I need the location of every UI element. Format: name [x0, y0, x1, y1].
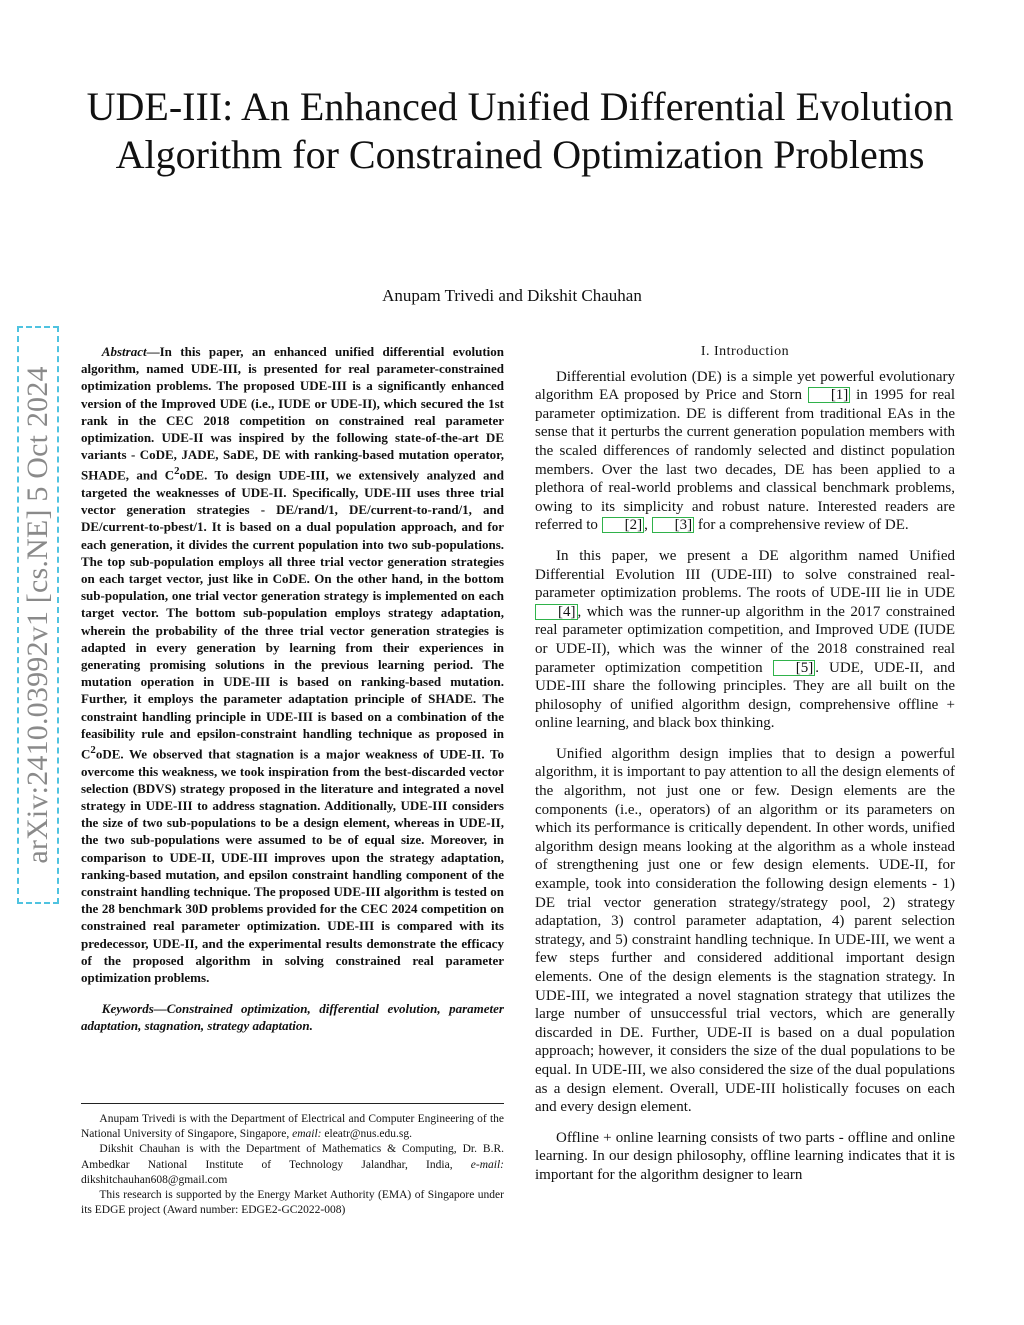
- citation-4[interactable]: [4]: [535, 604, 578, 620]
- footnote-2-text: Dikshit Chauhan is with the Department of Mathematics & Computing, Dr. B.R. Ambedkar National Institute of Technology Jalandhar, India,: [81, 1143, 504, 1171]
- right-column: [535, 343, 955, 1197]
- intro-p1-text-a: Differential evolution (DE) is a simple yet powerful evolutionary algorithm EA proposed by Price and Storn: [535, 368, 955, 404]
- keywords-text: Constrained optimization, differential evolution, parameter adaptation, stagnation, strategy adaptation.: [81, 1001, 504, 1034]
- intro-p2-text-a: In this paper, we present a DE algorithm named Unified Differential Evolution III (UDE-III) to solve constrained real-parameter optimization problems. The roots of UDE-III lie in UDE: [535, 547, 955, 602]
- intro-paragraph-4: Offline + online learning consists of two parts - offline and online learning. In our design philosophy, offline learning indicates that it is important for the algorithm designer to learn: [535, 1129, 955, 1183]
- intro-p2-text-c: . UDE, UDE-II, and UDE-III share the following principles. They are all built on the philosophy of unified algorithm design, comprehensive offline + online learning, and black box thinking.: [535, 659, 956, 732]
- footnote-2-email-label: e-mail:: [470, 1158, 505, 1171]
- abstract-superscript-1: 2: [174, 465, 180, 478]
- abstract: [81, 343, 504, 986]
- intro-p1-text-b: in 1995 for real parameter optimization. DE is different from traditional EAs in the sense that it perturbs the current generation population members with the scaled differences of randomly selected and distinct population members. Over the last two decades, DE has been applied to a plethora of real-world problems and classical benchmark problems, owing to its simplicity and robust nature. Interested readers are referred to: [535, 387, 956, 534]
- abstract-dash: —: [146, 344, 160, 359]
- section-heading-introduction: I. Introduction: [700, 344, 790, 359]
- arxiv-identifier[interactable]: arXiv:2410.03992v1 [cs.NE] 5 Oct 2024: [21, 366, 54, 864]
- footnote-2-email[interactable]: dikshitchauhan608@gmail.com: [81, 1173, 228, 1186]
- abstract-label: Abstract: [101, 344, 147, 359]
- footnote-1-email-label: email:: [292, 1128, 322, 1141]
- citation-3[interactable]: [3]: [652, 517, 695, 533]
- keywords: [81, 1000, 504, 1034]
- abstract-text-2: oDE. To design UDE-III, we extensively analyzed and targeted the weaknesses of UDE-II. Specifically, UDE-III uses three trial vector generation strategies - DE/rand/1, DE/current-to-rand/1, and DE/current-to-pbest/1. It is based on a dual population approach, and for each generation, it divides the current population into two sub-populations. The top sub-population employs all three trial vector generation strategies on each target vector, just like in CoDE. On the other hand, in the bottom sub-population, one trial vector generation strategy is implemented on each target vector. The bottom sub-population employs strategy adaptation, wherein the probability of the three trial vector generation strategies is adapted in every generation by learning from their experiences in generating promising solutions in the previous learning period. The mutation operation in UDE-III is based on ranking-based mutation. Further, it employs the parameter adaptation principle of SHADE. The constraint handling principle in UDE-III is based on a combination of the feasibility rule and epsilon-constraint handling technique as proposed in C: [81, 467, 504, 762]
- paper-authors: Anupam Trivedi and Dikshit Chauhan: [382, 286, 642, 305]
- footnote-1-text: Anupam Trivedi is with the Department of Electrical and Computer Engineering of the National University of Singapore, Singapore,: [81, 1113, 504, 1141]
- abstract-text-3: oDE. We observed that stagnation is a major weakness of UDE-II. To overcome this weakness, we took inspiration from the best-discarded vector selection (BDVS) strategy proposed in the literature and integrated a novel strategy in UDE-III to address stagnation. Additionally, UDE-III considers the size of two sub-populations to be a design element, whereas in UDE-II, the two sub-populations were assumed to be of equal size. Moreover, in comparison to UDE-II, UDE-III improves upon the strategy adaptation, ranking-based mutation, and epsilon constraint handling component of the constraint handling technique. The proposed UDE-III algorithm is tested on the 28 benchmark 30D problems provided for the CEC 2024 competition on constrained real parameter optimization. UDE-III is compared with its predecessor, UDE-II, and the experimental results demonstrate the efficacy of the proposed algorithm in solving constrained real parameter optimization problems.: [81, 746, 504, 985]
- intro-p1-text-d: for a comprehensive review of DE.: [697, 517, 909, 534]
- citation-5[interactable]: [5]: [773, 660, 816, 676]
- footnote-funding: This research is supported by the Energy Market Authority (EMA) of Singapore under its EDGE project (Award number: EDGE2-GC2022-008): [81, 1189, 504, 1217]
- paper-title: UDE-III: An Enhanced Unified Differential Evolution Algorithm for Constrained Optimization Problems: [86, 84, 954, 177]
- intro-p2-text-b: , which was the runner-up algorithm in the 2017 constrained real parameter optimization competition, and Improved UDE (IUDE or UDE-II), which was the winner of the 2018 constrained real parameter optimization competition: [535, 603, 955, 676]
- intro-p1-comma: ,: [644, 517, 648, 534]
- left-column: [81, 343, 504, 1035]
- keywords-dash: —: [153, 1001, 167, 1017]
- abstract-superscript-2: 2: [90, 744, 96, 756]
- footnotes: [81, 1103, 504, 1218]
- intro-paragraph-3: Unified algorithm design implies that to design a powerful algorithm, it is important to pay attention to all the design elements of the algorithm, not just one or few. Design elements are the components (i.e., operators) of an algorithm or its parameters on which its performance is critically dependent. In other words, unified algorithm design means looking at the algorithm as a whole instead of strengthening just one or few design elements. UDE-II, for example, took into consideration the following design elements - 1) DE trial vector generation strategy/strategy pool, 2) strategy adaptation, 3) control parameter adaptation, 4) parent selection strategy, and 5) constraint handling technique. In UDE-III, we went a few steps further and considered additional important design elements. One of the design elements is the stagnation strategy. In UDE-III, we integrated a novel stagnation strategy that utilizes the large number of unsuccessful trial vectors, which are generally discarded in DE. Further, UDE-II is based on a dual population approach; however, it considers the size of the dual populations to be equal. In UDE-III, we also considered the size of the dual populations as a design element. Overall, UDE-III holistically focuses on each and every design element.: [535, 745, 955, 1116]
- keywords-label: Keywords: [101, 1001, 154, 1017]
- citation-2[interactable]: [2]: [602, 517, 645, 533]
- abstract-text-1: In this paper, an enhanced unified differential evolution algorithm, named UDE-III, is presented for real parameter-constrained optimization problems. The proposed UDE-III is a significantly enhanced version of the Improved UDE (i.e., IUDE or UDE-II), which secured the 1st rank in the CEC 2018 competition on constrained real parameter optimization. UDE-II was inspired by the following state-of-the-art DE variants - CoDE, JADE, SaDE, DE with ranking-based mutation operator, SHADE, and C: [81, 344, 504, 483]
- footnote-1-email[interactable]: eleatr@nus.edu.sg.: [324, 1128, 412, 1141]
- footnote-author-2: [81, 1142, 504, 1188]
- citation-1[interactable]: [1]: [808, 387, 851, 403]
- intro-paragraph-1: [535, 368, 955, 535]
- footnote-author-1: [81, 1112, 504, 1142]
- intro-paragraph-2: [535, 547, 955, 733]
